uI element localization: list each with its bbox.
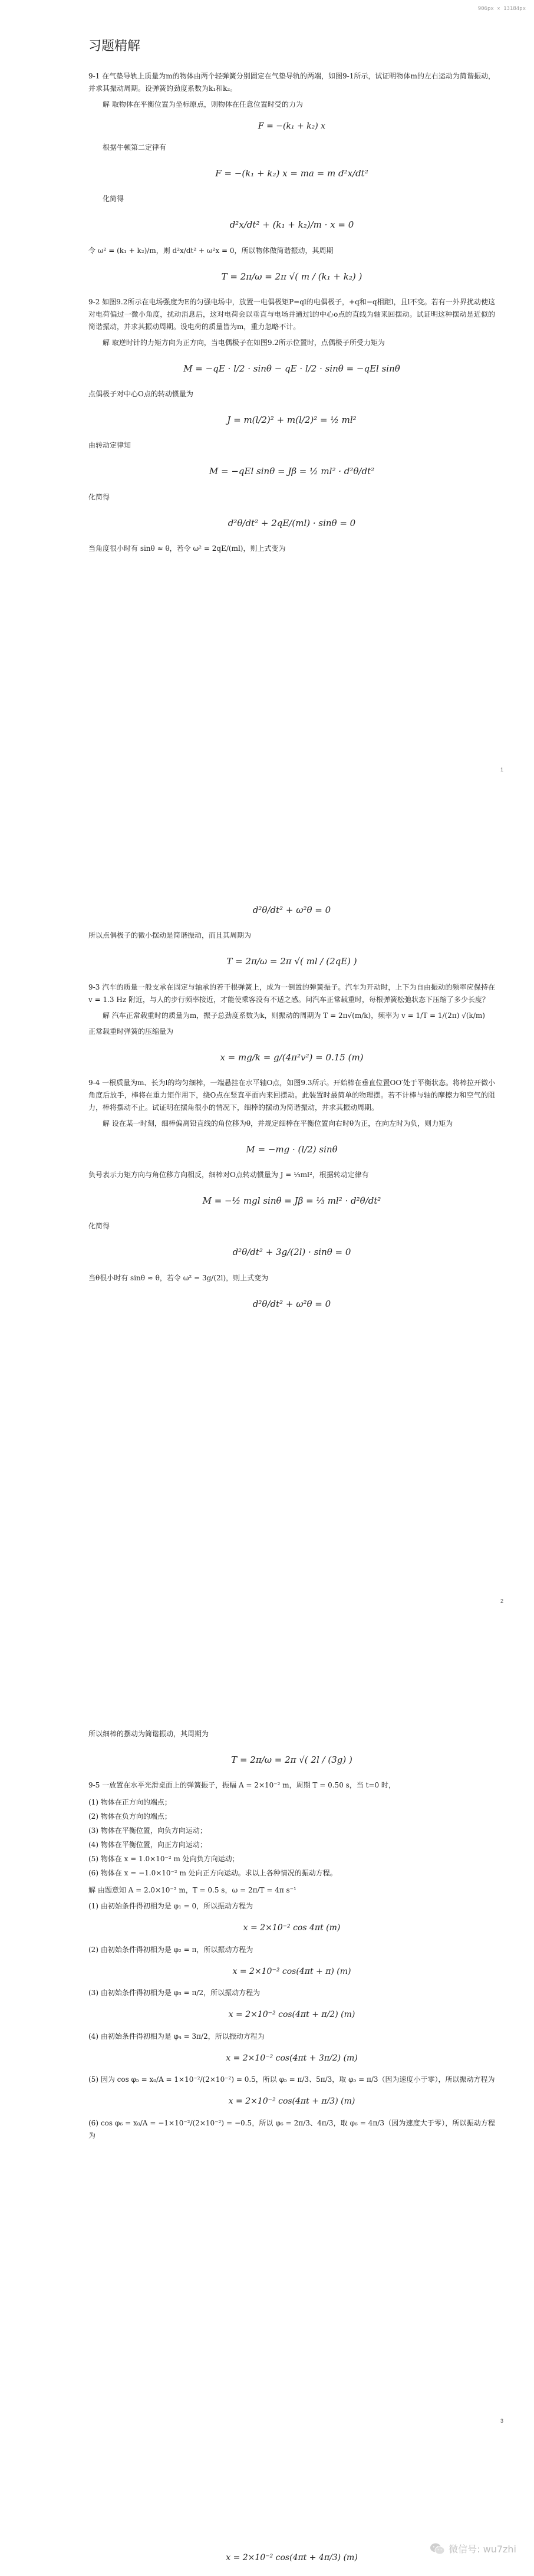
list-item: (5) 物体在 x = 1.0×10⁻² m 处向负方向运动；	[88, 1855, 239, 1864]
watermark-text: 微信号: wu7zhi	[449, 2544, 516, 2555]
equation: x = 2×10⁻² cos 4πt (m)	[243, 1923, 341, 1933]
list-item: (1) 物体在正方向的端点；	[88, 1798, 172, 1807]
equation: x = 2×10⁻² cos(4πt + π/2) (m)	[228, 2010, 355, 2020]
equation: x = 2×10⁻² cos(4πt + 4π/3) (m)	[226, 2553, 358, 2562]
page-title: 习题精解	[88, 39, 141, 54]
equation: J = m(l/2)² + m(l/2)² = ½ ml²	[227, 415, 357, 425]
text-line: 化简得	[88, 492, 110, 501]
solution-9-5: 解 由题意知 A = 2.0×10⁻² m，T = 0.5 s，ω = 2π/T = 4π s⁻¹	[88, 1886, 296, 1895]
list-item: (2) 物体在负方向的端点；	[88, 1812, 172, 1821]
case-text: (2) 由初始条件得初相为是 φ₂ = π，所以振动方程为	[88, 1945, 253, 1954]
page-number: 2	[500, 1598, 503, 1604]
text-line: 正常载重时弹簧的压缩量为	[88, 1027, 174, 1036]
wechat-icon	[430, 2542, 445, 2555]
text-line: 化简得	[103, 195, 124, 203]
problem-9-1: 9-1 在气垫导轨上质量为m的物体由两个轻弹簧分别固定在气垫导轨的两端，如图9-1所示，试证明物体m的左右运动为简谐振动，并求其振动周期。设弹簧的劲度系数为k₁和k₂。	[88, 71, 495, 93]
solution-9-1: 解 取物体在平衡位置为坐标原点，则物体在任意位置时受的力为	[103, 100, 303, 109]
equation: M = −mg · (l/2) sinθ	[246, 1144, 338, 1155]
text-line: 令 ω² = (k₁ + k₂)/m，则 d²x/dt² + ω²x = 0，所以物体做简谐振动，其周期	[88, 246, 334, 255]
page-number: 1	[500, 767, 503, 773]
solution-9-3: 解 汽车正常载重时的质量为m，振子总劲度系数为k，则振动的周期为 T = 2π√(m/k)，频率为 v = 1/T = 1/(2π) √(k/m)	[103, 1011, 485, 1020]
solution-9-2: 解 取逆时针的力矩方向为正方向，当电偶极子在如图9.2所示位置时，点偶极子所受力矩为	[103, 338, 385, 347]
text-line: 所以细棒的摆动为简谐振动，其周期为	[88, 1730, 209, 1738]
text-line: 当角度很小时有 sinθ ≈ θ，若令 ω² = 2qE/(ml)，则上式变为	[88, 544, 286, 553]
case-text: (3) 由初始条件得初相为是 φ₃ = π/2，所以振动方程为	[88, 1989, 261, 1997]
equation: d²θ/dt² + 3g/(2l) · sinθ = 0	[232, 1247, 351, 1258]
problem-9-2: 9-2 如图9.2所示在电场强度为E的匀强电场中，放置一电偶极矩P=ql的电偶极子，+q和−q相距l，且l不变。若有一外界扰动使这对电荷偏过一微小角度，扰动消息后，这对电荷会以垂直与电场并通过l的中心o点的直线为轴来回摆动。试证明这种摆动是近似的简谐振动，并求其振动周期。设电荷的质量皆为m，重力忽略不计。	[88, 297, 495, 331]
equation: x = mg/k = g/(4π²v²) = 0.15 (m)	[220, 1052, 364, 1063]
page-2	[88, 891, 495, 1323]
equation: M = −½ mgl sinθ = Jβ = ⅓ ml² · d²θ/dt²	[202, 1195, 381, 1206]
list-item: (3) 物体在平衡位置，向负方向运动；	[88, 1826, 207, 1835]
case-text: (4) 由初始条件得初相为是 φ₄ = 3π/2，所以振动方程为	[88, 2032, 265, 2041]
equation: x = 2×10⁻² cos(4πt + 3π/2) (m)	[226, 2053, 358, 2063]
problem-9-3: 9-3 汽车的质量一般支承在固定与轴承的若干根弹簧上，成为一倒置的弹簧振子。汽车为开动时，上下为自由振动的频率应保持在 v = 1.3 Hz 附近，与人的步行频率接近，才能使乘客没有不适之感。问汽车正常载重时，每根弹簧松弛状态下压缩了多少长度？	[88, 983, 495, 1004]
equation: x = 2×10⁻² cos(4πt + π/3) (m)	[228, 2097, 355, 2107]
text-line: 当θ很小时有 sinθ ≈ θ，若令 ω² = 3g/(2l)，则上式变为	[88, 1273, 269, 1282]
text-line: 化简得	[88, 1222, 110, 1231]
case-list	[88, 1796, 495, 1880]
image-dimensions-label: 906px × 13184px	[477, 6, 526, 12]
page-number: 3	[500, 2418, 503, 2424]
equation: M = −qEl sinθ = Jβ = ½ ml² · d²θ/dt²	[209, 466, 375, 477]
case-text: (1) 由初始条件得初相为是 φ₁ = 0，所以振动方程为	[88, 1902, 253, 1911]
list-item: (4) 物体在平衡位置，向正方向运动；	[88, 1841, 207, 1849]
equation: d²θ/dt² + 2qE/(ml) · sinθ = 0	[228, 517, 356, 528]
equation: M = −qE · l/2 · sinθ − qE · l/2 · sinθ = −qEl sinθ	[183, 363, 400, 374]
text-line: 根据牛顿第二定律有	[103, 143, 167, 152]
case-text: (6) cos φ₆ = x₀/A = −1×10⁻²/(2×10⁻²) = −0.5，所以 φ₆ = 2π/3、4π/3，取 φ₆ = 4π/3（因为速度大于零），所以振动方程为	[88, 2118, 495, 2140]
equation: x = 2×10⁻² cos(4πt + π) (m)	[232, 1966, 351, 1976]
page-1	[88, 35, 495, 558]
case-text: (5) 因为 cos φ₅ = x₀/A = 1×10⁻²/(2×10⁻²) = 0.5，所以 φ₅ = π/3、5π/3，取 φ₅ = π/3（因为速度小于零），所以振动方程为	[88, 2075, 495, 2084]
equation: T = 2π/ω = 2π √( m / (k₁ + k₂) )	[221, 271, 362, 282]
equation: d²x/dt² + (k₁ + k₂)/m · x = 0	[229, 219, 354, 231]
solution-9-4: 解 设在某一时刻，细棒偏离铅直线的角位移为θ，并规定细棒在平衡位置向右时θ为正，在向左时为负，则力矩为	[103, 1119, 453, 1128]
equation: d²θ/dt² + ω²θ = 0	[252, 905, 331, 915]
equation: F = −(k₁ + k₂) x = ma = m d²x/dt²	[215, 168, 368, 179]
text-line: 由转动定律知	[88, 441, 131, 450]
text-line: 负号表示力矩方向与角位移方向相反，细棒对O点转动惯量为 J = ⅓ml²，根据转动定律有	[88, 1171, 369, 1179]
list-item: (6) 物体在 x = −1.0×10⁻² m 处向正方向运动。求以上各种情况的振动方程。	[88, 1869, 337, 1878]
equation: d²θ/dt² + ω²θ = 0	[252, 1298, 331, 1309]
watermark	[430, 2542, 516, 2555]
text-line: 所以点偶极子的微小摆动是简谐振动，而且其周期为	[88, 931, 252, 940]
equation: F = −(k₁ + k₂) x	[258, 121, 326, 131]
equation: T = 2π/ω = 2π √( 2l / (3g) )	[231, 1754, 352, 1765]
problem-9-4: 9-4 一根质量为m、长为l的均匀细棒，一端悬挂在水平轴O点，如图9.3所示。开始棒在垂直位置OO′处于平衡状态。将棒拉开微小角度后放手，棒将在重力矩作用下，绕O点在竖直平面内来回摆动。此装置时最简单的物理摆。若不计棒与轴的摩擦力和空气的阻力，棒将摆动不止。试证明在摆角很小的情况下，细棒的摆动为简谐振动，并求其振动周期。	[88, 1078, 495, 1112]
equation: T = 2π/ω = 2π √( ml / (2qE) )	[226, 956, 357, 967]
text-line: 点偶极子对中心O点的转动惯量为	[88, 390, 193, 398]
page-3	[88, 1728, 495, 2145]
problem-9-5: 9-5 一放置在水平光滑桌面上的弹簧振子，振幅 A = 2×10⁻² m，周期 T = 0.50 s，当 t=0 时，	[88, 1781, 395, 1790]
